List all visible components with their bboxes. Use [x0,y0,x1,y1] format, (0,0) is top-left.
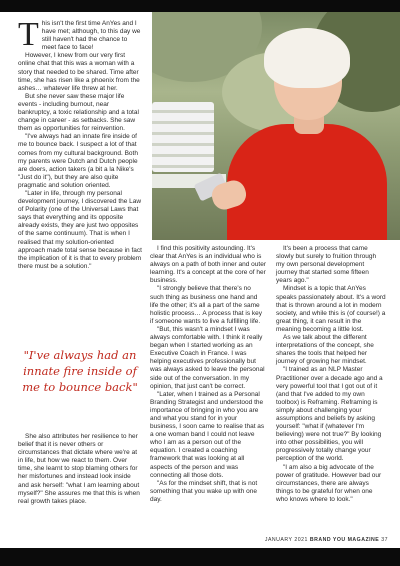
bottom-bar [0,548,400,566]
top-bar [0,0,400,12]
woman-with-phone-photo [152,12,400,240]
paragraph: "I strongly believe that there's no such thing as business one hand and life the other; it's all a part of the same holistic process… A process that is key if someone wants to live a fulfilling life. [150,285,262,325]
column-3 [276,245,386,504]
paragraph: "Later, when I trained as a Personal Branding Strategist and understood the importance of bringing in who you are and what you stand for in your business, I soon came to realise that as a one woman band I could not leave who I am as a person out of the equation. I created a coaching framework that was looking at all aspects of the person and was connecting all those dots. [150,390,265,479]
page-footer [265,537,388,543]
column-1-continued [18,433,142,506]
page-number: 37 [381,537,388,543]
paragraph: It's been a process that came slowly but surely to fruition through my own personal development journey that started some fifteen years ago." [276,245,377,285]
red-sweater [227,124,387,240]
paragraph: "I've always had an innate fire inside of me to bounce back. I suspect a lot of that comes from my cultural background. Both my parents were Dutch and Dutch people are doers, action takers (a bit a la Nike's "Just do it"), but they are also quite pragmatic and solution oriented. [18,133,138,189]
pull-quote: "I've always had an innate fire inside of me to bounce back" [22,348,138,394]
paragraph: I find this positivity astounding. It's clear that AnYes is an individual who is always on a path of both inner and outer learning. It's a concept at the core of her business. [150,245,266,285]
drop-cap: T [18,16,39,53]
column-2 [150,245,266,504]
paragraph: "But, this wasn't a mindset I was always comfortable with. I think it really began when I started working as an Executive Coach in France. I was helping executives professionally but was always asked to leave the personal side out of the conversation. In my opinion, that just can't be correct. [150,325,265,390]
paragraph: As we talk about the different interpretations of the concept, she shares the tools that helped her journey of growing her mindset. [276,334,374,366]
paragraph: "Later in life, through my personal development journey, I discovered the Law of Polarity (one of the Universal Laws that says that everything and its opposite already exists, they are just two opposites of the same continuum). That is when I realised that my solution-oriented approach made total sense because in fact the implication of it is that to every problem there must be a solution." [18,189,142,270]
paragraph: However, I knew from our very first online chat that this was a woman with a story that needed to be shared. Time after time, she has risen like a phoenix from the ashes… whatever life threw at her. [18,52,140,92]
magazine-name: BRAND YOU MAGAZINE [309,537,380,543]
issue-date: JANUARY 2021 [264,537,308,543]
paragraph: But she never saw these major life events - including burnout, near bankruptcy, a toxic relationship and a total change in career - as setbacks. She saw them as opportunities for reinvention. [18,92,139,133]
hair [264,28,350,88]
paragraph: "As for the mindset shift, that is not something that you wake up with one day. [150,479,258,503]
paragraph: Mindset is a topic that AnYes speaks passionately about. It's a word that is thrown around a lot in modern society, and while this is (of course!) a great thing, it can result in the meaning becoming a little lost. [276,285,386,333]
paragraph: She also attributes her resilience to her belief that it is never others or circumstances that dictate where we're at in life, but how we react to them. Over time, she learnt to stop blaming others for her misfortunes and instead look inside and ask herself: "what I am learning about myself?" She assures me that this is when real growth takes place. [18,433,140,505]
paragraph: "I am also a big advocate of the power of gratitude. However bad our circumstances, there are always things to be grateful for when one who knows where to look." [276,463,382,503]
column-1 [18,16,142,271]
paragraph: "I trained as an NLP Master Practitioner over a decade ago and a very powerful tool that I got out of it (and that I've added to my own toolbox) is Reframing. Reframing is simply about challenging your assumptions and beliefs by asking yourself: "what if (whatever I'm believing) were not true?" By looking into other possibilities, you will progressively totally change your perception of the world. [276,366,383,463]
intro-paragraph: This isn't the first time AnYes and I have met; although, to this day we still haven't had the chance to meet face to face! [18,16,141,53]
